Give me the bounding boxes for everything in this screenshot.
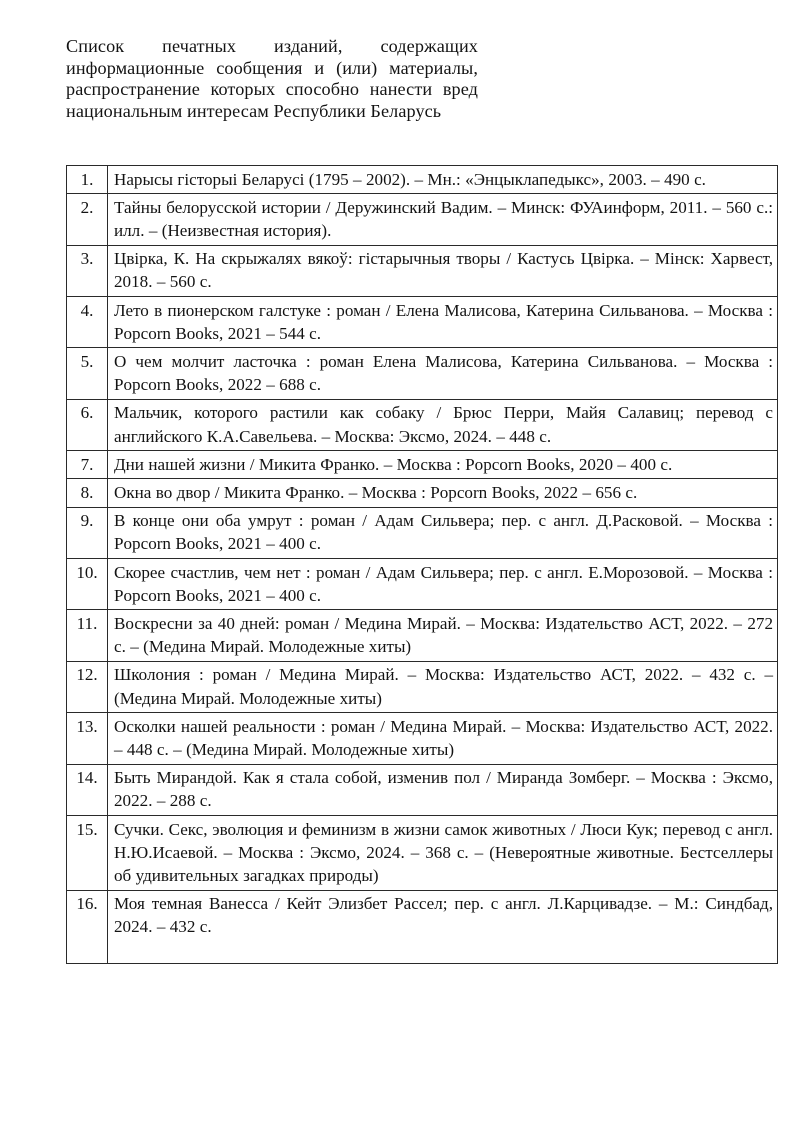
publications-table	[66, 165, 778, 964]
table-row	[67, 559, 778, 610]
row-number: 7.	[67, 451, 108, 479]
table-row	[67, 297, 778, 348]
row-entry: Скорее счастлив, чем нет : роман / Адам Сильвера; пер. с англ. Е.Морозовой. – Москва : Popcorn Books, 2021 – 400 с.	[108, 559, 778, 610]
publications-table-body	[67, 166, 778, 964]
row-entry: Сучки. Секс, эволюция и феминизм в жизни самок животных / Люси Кук; перевод с англ. Н.Ю.Исаевой. – Москва : Эксмо, 2024. – 368 с. – (Невероятные животные. Бестселлеры об удивительных загадках природы)	[108, 816, 778, 891]
row-number: 8.	[67, 479, 108, 507]
row-number: 13.	[67, 713, 108, 764]
row-entry: Осколки нашей реальности : роман / Медина Мирай. – Москва: Издательство АСТ, 2022. – 448 с. – (Медина Мирай. Молодежные хиты)	[108, 713, 778, 764]
row-number: 5.	[67, 348, 108, 399]
row-number: 15.	[67, 816, 108, 891]
row-entry: Мальчик, которого растили как собаку / Брюс Перри, Майя Салавиц; перевод с английского К.А.Савельева. – Москва: Эксмо, 2024. – 448 с.	[108, 399, 778, 450]
table-row	[67, 479, 778, 507]
row-entry: О чем молчит ласточка : роман Елена Малисова, Катерина Сильванова. – Москва : Popcorn Books, 2022 – 688 с.	[108, 348, 778, 399]
table-row	[67, 764, 778, 815]
row-number: 14.	[67, 764, 108, 815]
row-entry: Школония : роман / Медина Мирай. – Москва: Издательство АСТ, 2022. – 432 с. – (Медина Мирай. Молодежные хиты)	[108, 661, 778, 712]
row-entry: Окна во двор / Микита Франко. – Москва : Popcorn Books, 2022 – 656 с.	[108, 479, 778, 507]
table-row	[67, 194, 778, 245]
table-row	[67, 507, 778, 558]
table-row	[67, 166, 778, 194]
table-row	[67, 610, 778, 661]
row-entry: В конце они оба умрут : роман / Адам Сильвера; пер. с англ. Д.Расковой. – Москва : Popcorn Books, 2021 – 400 с.	[108, 507, 778, 558]
table-row	[67, 399, 778, 450]
row-number: 1.	[67, 166, 108, 194]
row-entry: Дни нашей жизни / Микита Франко. – Москва : Popcorn Books, 2020 – 400 с.	[108, 451, 778, 479]
row-number: 6.	[67, 399, 108, 450]
row-number: 3.	[67, 245, 108, 296]
row-entry: Тайны белорусской истории / Деружинский Вадим. – Минск: ФУАинформ, 2011. – 560 с.: илл. – (Неизвестная история).	[108, 194, 778, 245]
row-number: 12.	[67, 661, 108, 712]
table-row	[67, 451, 778, 479]
table-row	[67, 348, 778, 399]
row-number: 4.	[67, 297, 108, 348]
page-title: Список печатных изданий, содержащих информационные сообщения и (или) материалы, распространение которых способно нанести вред национальным интересам Республики Беларусь	[66, 36, 478, 121]
row-entry: Лето в пионерском галстуке : роман / Елена Малисова, Катерина Сильванова. – Москва : Popcorn Books, 2021 – 544 с.	[108, 297, 778, 348]
row-number: 11.	[67, 610, 108, 661]
row-entry: Нарысы гісторыі Беларусі (1795 – 2002). – Мн.: «Энцыклапедыкс», 2003. – 490 с.	[108, 166, 778, 194]
row-number: 9.	[67, 507, 108, 558]
row-entry: Воскресни за 40 дней: роман / Медина Мирай. – Москва: Издательство АСТ, 2022. – 272 с. – (Медина Мирай. Молодежные хиты)	[108, 610, 778, 661]
row-entry: Моя темная Ванесса / Кейт Элизбет Рассел; пер. с англ. Л.Карцивадзе. – М.: Синдбад, 2024. – 432 с.	[108, 890, 778, 963]
row-entry: Быть Мирандой. Как я стала собой, изменив пол / Миранда Зомберг. – Москва : Эксмо, 2022. – 288 с.	[108, 764, 778, 815]
table-row	[67, 245, 778, 296]
table-row	[67, 713, 778, 764]
row-entry: Цвірка, К. На скрыжалях вякоў: гістарычныя творы / Кастусь Цвірка. – Мінск: Харвест, 2018. – 560 с.	[108, 245, 778, 296]
row-number: 10.	[67, 559, 108, 610]
row-number: 16.	[67, 890, 108, 963]
row-number: 2.	[67, 194, 108, 245]
table-row	[67, 890, 778, 963]
table-row	[67, 661, 778, 712]
table-row	[67, 816, 778, 891]
